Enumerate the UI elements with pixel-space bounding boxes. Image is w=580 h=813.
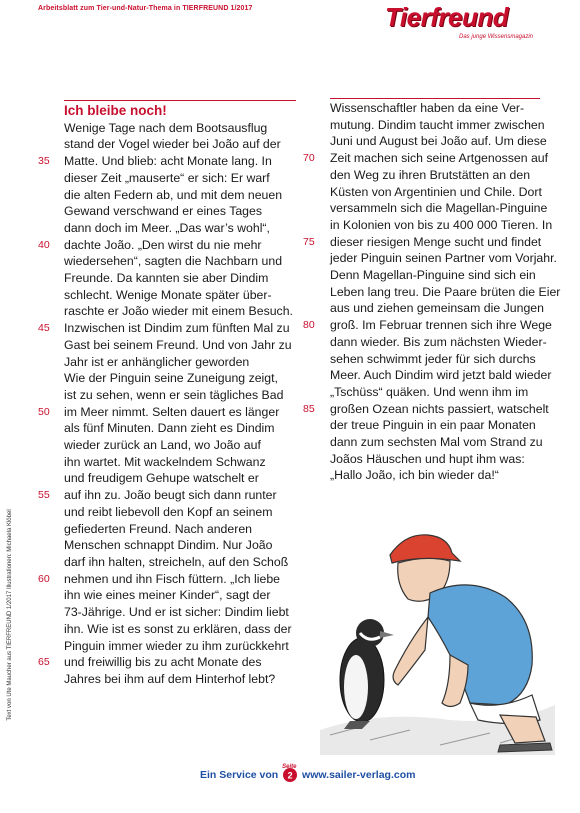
line-text: dann doch im Meer. „Das war’s wohl“, <box>64 220 270 235</box>
line-text: im Meer nimmt. Selten dauert es länger <box>64 404 280 419</box>
line-text: Gewand verschwand er eines Tages <box>64 204 263 219</box>
text-line <box>64 504 296 521</box>
text-line <box>64 220 296 237</box>
line-text: Küsten von Argentinien und Chile. Dort <box>330 184 542 199</box>
text-line <box>64 203 296 220</box>
line-text: groß. Im Februar trennen sich ihre Wege <box>330 318 552 333</box>
page-badge-number: 2 <box>287 770 293 781</box>
line-number: 60 <box>38 572 50 585</box>
line-text: Juni und August bei João auf. Um diese <box>330 134 547 149</box>
line-text: und reibt liebevoll den Kopf an seinem <box>64 504 273 519</box>
text-line <box>330 451 540 468</box>
text-line <box>330 467 540 484</box>
text-line <box>330 133 547 150</box>
line-text: Jahres bei ihm auf dem Hinterhof lebt? <box>64 671 276 686</box>
man-arm-left <box>393 617 428 685</box>
line-text: aus und ziehen gemeinsam die Jungen <box>330 301 544 316</box>
line-number: 70 <box>303 152 315 165</box>
text-line <box>330 184 540 201</box>
text-line <box>330 167 540 184</box>
line-text: Matte. Und blieb: acht Monate lang. In <box>64 154 272 169</box>
text-line <box>64 587 296 604</box>
line-text: Leben lang treu. Die Paare brüten die Eier <box>330 284 561 299</box>
text-line <box>38 487 296 504</box>
text-line <box>330 384 540 401</box>
line-text: „Tschüss“ quäken. Und wenn ihm im <box>330 384 529 399</box>
line-text: Joãos Häuschen und hupt ihm was: <box>330 451 525 466</box>
line-number: 80 <box>303 319 315 332</box>
line-text: wiedersehen“, sagten die Nachbarn und <box>64 254 283 269</box>
tierfreund-logo <box>385 4 535 44</box>
line-text: Wie der Pinguin seine Zuneigung zeigt, <box>64 371 278 386</box>
text-line <box>303 317 552 334</box>
text-line <box>38 654 296 671</box>
text-line <box>330 351 540 368</box>
text-line <box>64 454 296 471</box>
text-line <box>38 404 296 421</box>
text-line <box>64 136 296 153</box>
line-text: ihn. Wie ist es sonst zu erklären, dass der <box>64 621 292 636</box>
line-text: auf ihn zu. João beugt sich dann runter <box>64 488 277 503</box>
text-line <box>64 604 296 621</box>
text-line <box>330 250 557 267</box>
text-line <box>303 150 549 167</box>
line-text: als fünf Minuten. Dann zieht es Dindim <box>64 421 275 436</box>
section-heading: Ich bleibe noch! <box>64 103 167 118</box>
line-text: Wenige Tage nach dem Bootsausflug <box>64 120 268 135</box>
text-line <box>64 120 296 137</box>
text-line <box>330 200 548 217</box>
text-line <box>330 417 540 434</box>
text-line <box>330 300 544 317</box>
line-text: großen Ozean nichts passiert, watschelt <box>330 401 549 416</box>
right-column-rule <box>330 98 540 99</box>
logo-wordmark: Tierfreund <box>385 2 509 32</box>
line-text: Denn Magellan-Pinguine sind sich ein <box>330 268 536 283</box>
text-line <box>64 554 296 571</box>
line-number: 55 <box>38 489 50 502</box>
line-number: 65 <box>38 656 50 669</box>
text-line <box>330 284 561 301</box>
line-text: Gast bei seinem Freund. Und von Jahr zu <box>64 337 292 352</box>
line-text: raschte er João wieder mit einem Besuch. <box>64 304 293 319</box>
text-line <box>330 367 552 384</box>
line-text: jeder Pinguin seinen Partner vom Vorjahr. <box>330 251 557 266</box>
text-line <box>330 434 543 451</box>
page-badge-label: Seite <box>282 764 297 770</box>
line-text: dann wieder. Bis zum nächsten Wieder- <box>330 334 547 349</box>
line-text: Jahr ist er anhänglicher geworden <box>64 354 250 369</box>
text-line <box>64 303 296 320</box>
side-credit: Text von Ute Maucher aus TIERFREUND 1/2017 Illustrationen: Michaela Klöbel <box>7 509 13 721</box>
line-text: Zeit machen sich seine Artgenossen auf <box>330 151 549 166</box>
text-line <box>330 100 540 117</box>
text-line <box>64 470 296 487</box>
sandal <box>498 743 552 752</box>
text-line <box>64 671 296 688</box>
line-text: darf ihn halten, streicheln, auf den Schoß <box>64 554 289 569</box>
text-line <box>38 571 296 588</box>
text-line <box>330 267 540 284</box>
line-text: und freudigem Gehupe watschelt er <box>64 471 259 486</box>
text-line <box>64 537 296 554</box>
text-line <box>64 621 296 638</box>
footer-prefix: Ein Service von <box>200 769 279 781</box>
line-text: Freunde. Da kannten sie aber Dindim <box>64 271 269 286</box>
left-column <box>38 100 296 688</box>
left-text-lines <box>38 120 296 688</box>
footer-service-line <box>200 764 440 788</box>
text-line <box>64 337 296 354</box>
line-text: Menschen schnappt Dindim. Nur João <box>64 538 273 553</box>
man-arm-right <box>442 655 468 707</box>
text-line <box>64 370 296 387</box>
text-line <box>38 320 296 337</box>
line-number: 35 <box>38 155 50 168</box>
text-line <box>303 234 542 251</box>
text-line <box>64 287 296 304</box>
line-number: 40 <box>38 238 50 251</box>
line-text: ihn wie eines meiner Kinder“, sagt der <box>64 588 271 603</box>
worksheet-header-note: Arbeitsblatt zum Tier-und-Natur-Thema in TIERFREUND 1/2017 <box>38 5 253 12</box>
text-line <box>64 187 296 204</box>
line-text: wieder zurück an Land, wo João auf <box>64 438 261 453</box>
text-line <box>64 170 296 187</box>
line-number: 45 <box>38 322 50 335</box>
line-text: ihn wartet. Mit wackelndem Schwanz <box>64 454 266 469</box>
line-number: 75 <box>303 235 315 248</box>
right-column <box>303 100 561 484</box>
line-text: dieser riesigen Menge sucht und findet <box>330 234 542 249</box>
right-text-lines <box>303 100 561 484</box>
line-number: 85 <box>303 402 315 415</box>
penguin-belly <box>344 655 368 719</box>
text-line <box>64 638 296 655</box>
line-text: Meer. Auch Dindim wird jetzt bald wieder <box>330 368 552 383</box>
line-text: gefiederten Freund. Nach anderen <box>64 521 252 536</box>
line-number: 50 <box>38 405 50 418</box>
line-text: Pinguin immer wieder zu ihm zurückkehrt <box>64 638 289 653</box>
line-text: in Kolonien von bis zu 400 000 Tieren. In <box>330 217 553 232</box>
text-line <box>64 253 296 270</box>
line-text: dachte João. „Den wirst du nie mehr <box>64 237 262 252</box>
line-text: Inzwischen ist Dindim zum fünften Mal zu <box>64 321 290 336</box>
page-badge <box>282 764 297 782</box>
line-text: Wissenschaftler haben da eine Ver- <box>330 101 525 115</box>
text-line <box>64 387 296 404</box>
text-line <box>64 420 296 437</box>
text-line <box>330 117 545 134</box>
text-line <box>38 237 296 254</box>
line-text: dann zum sechsten Mal vom Strand zu <box>330 435 543 450</box>
text-line <box>64 437 296 454</box>
text-line <box>64 521 296 538</box>
line-text: „Hallo João, ich bin wieder da!“ <box>330 468 499 483</box>
penguin-beak <box>380 631 394 638</box>
line-text: mutung. Dindim taucht immer zwischen <box>330 117 545 132</box>
line-text: nehmen und ihn Fisch füttern. „Ich liebe <box>64 571 281 586</box>
blue-shirt <box>428 585 532 705</box>
line-text: die alten Federn ab, und mit dem neuen <box>64 187 283 202</box>
line-text: den Weg zu ihren Brutstätten an den <box>330 167 531 182</box>
line-text: dieser Zeit „mauserte“ er sich: Er warf <box>64 170 270 185</box>
text-line <box>330 334 547 351</box>
logo-tagline: Das junge Wissensmagazin <box>459 34 533 40</box>
line-text: sehen schwimmt jeder für sich durchs <box>330 351 536 366</box>
line-text: 73-Jährige. Und er ist sicher: Dindim liebt <box>64 605 289 620</box>
text-line <box>330 217 553 234</box>
line-text: der treue Pinguin in ein paar Monaten <box>330 418 536 433</box>
line-text: und freiwillig bis zu acht Monate des <box>64 655 262 670</box>
line-text: versammeln sich die Magellan-Pinguine <box>330 201 548 216</box>
text-line <box>64 270 296 287</box>
publisher-link[interactable]: www.sailer-verlag.com <box>302 769 416 781</box>
line-text: stand der Vogel wieder bei João auf der <box>64 137 281 152</box>
line-text: ist zu sehen, wenn er sein tägliches Bad <box>64 387 284 402</box>
text-line <box>64 354 296 371</box>
man-with-penguin-illustration <box>300 505 560 760</box>
text-line <box>38 153 296 170</box>
text-line <box>303 401 549 418</box>
line-text: schlecht. Wenige Monate später über- <box>64 287 272 302</box>
